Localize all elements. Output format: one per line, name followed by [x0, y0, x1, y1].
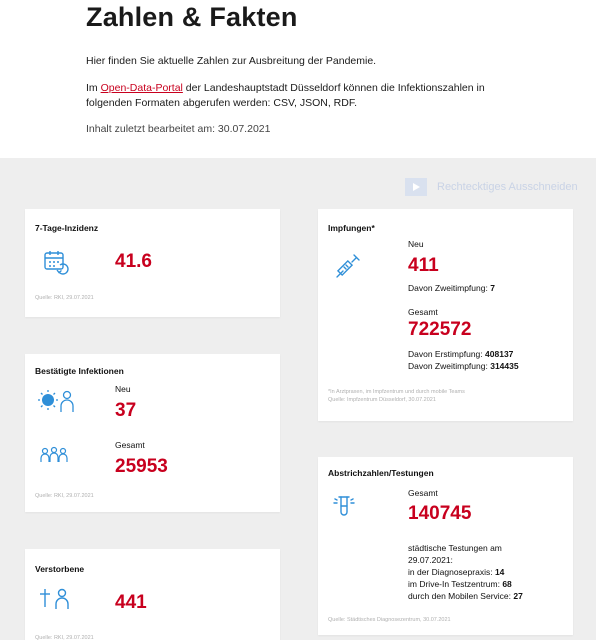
vaccinations-first: [408, 349, 513, 359]
incidence-source: Quelle: RKI, 29.07.2021: [35, 295, 94, 301]
first-label: Davon Erstimpfung:: [408, 349, 483, 359]
vaccinations-source: Quelle: Impfzentrum Düsseldorf, 30.07.2021: [328, 397, 436, 403]
syringe-icon: [334, 252, 362, 280]
open-data-portal-link[interactable]: Open-Data-Portal: [100, 82, 183, 94]
test-tube-icon: [332, 495, 356, 519]
intro-text: Hier finden Sie aktuelle Zahlen zur Ausbreitung der Pandemie.: [86, 55, 377, 67]
line5-label: durch den Mobilen Service:: [408, 591, 512, 601]
incidence-card: [25, 209, 280, 317]
tests-total-label: Gesamt: [408, 488, 438, 498]
incidence-title: 7-Tage-Inzidenz: [35, 223, 99, 233]
vaccinations-total-value: 722572: [408, 319, 472, 340]
new-second-value: 7: [490, 283, 495, 293]
infections-new-value: 37: [115, 400, 137, 421]
vaccinations-card: [318, 209, 573, 421]
deaths-source: Quelle: RKI, 29.07.2021: [35, 635, 94, 640]
tests-source: Quelle: Städtisches Diagnosezentrum, 30.07.2021: [328, 617, 451, 623]
line4-value: 68: [502, 579, 512, 589]
tests-line5: [408, 591, 523, 601]
vaccinations-new-label: Neu: [408, 239, 424, 249]
infections-total-value: 25953: [115, 456, 168, 477]
line4-label: im Drive-In Testzentrum:: [408, 579, 500, 589]
infections-source: Quelle: RKI, 29.07.2021: [35, 493, 94, 499]
cross-person-icon: [39, 587, 73, 611]
portal-suffix: der Landeshauptstadt Düsseldorf können die Infektionszahlen in folgenden Formaten abgerufen werden: CSV, JSON, RDF.: [86, 82, 485, 109]
play-icon: [405, 178, 427, 196]
tests-line1: städtische Testungen am: [408, 543, 502, 553]
infections-title: Bestätigte Infektionen: [35, 366, 124, 376]
infections-total-label: Gesamt: [115, 440, 145, 450]
second-label: Davon Zweitimpfung:: [408, 361, 488, 371]
vaccinations-total-label: Gesamt: [408, 307, 438, 317]
page-header: [0, 0, 596, 158]
virus-person-icon: [37, 386, 77, 414]
line3-value: 14: [494, 567, 505, 577]
deaths-title: Verstorbene: [35, 564, 85, 574]
updated-date: Inhalt zuletzt bearbeitet am: 30.07.2021: [86, 123, 271, 135]
incidence-value: 41.6: [115, 251, 152, 272]
tests-total-value: 140745: [408, 503, 472, 524]
tests-line2: 29.07.2021:: [408, 555, 453, 565]
rectangular-snip-button[interactable]: [405, 178, 578, 196]
vaccinations-title: Impfungen*: [328, 223, 375, 233]
first-value: 408137: [485, 349, 514, 359]
portal-text: [86, 81, 526, 111]
tests-card: [318, 457, 573, 635]
line3-label: in der Diagnosepraxis:: [408, 567, 493, 577]
portal-prefix: Im: [86, 82, 101, 94]
vaccinations-note: *In Arztpraxen, im Impfzentrum und durch mobile Teams: [328, 389, 465, 395]
deaths-card: [25, 549, 280, 640]
tests-title: Abstrichzahlen/Testungen: [328, 468, 434, 478]
line5-value: 27: [513, 591, 523, 601]
rectangular-snip-label: Rechtecktiges Ausschneiden: [437, 181, 578, 193]
group-icon: [39, 446, 69, 464]
infections-new-label: Neu: [115, 384, 131, 394]
tests-line3: [408, 567, 504, 577]
page-title: Zahlen & Fakten: [86, 2, 298, 32]
infections-card: [25, 354, 280, 512]
deaths-value: 441: [115, 592, 147, 613]
second-value: 314435: [490, 361, 519, 371]
vaccinations-second: [408, 361, 519, 371]
vaccinations-new-second: [408, 283, 495, 293]
new-second-label: Davon Zweitimpfung:: [408, 283, 488, 293]
tests-line4: [408, 579, 512, 589]
vaccinations-new-value: 411: [408, 255, 439, 276]
calendar-icon: [43, 249, 69, 275]
